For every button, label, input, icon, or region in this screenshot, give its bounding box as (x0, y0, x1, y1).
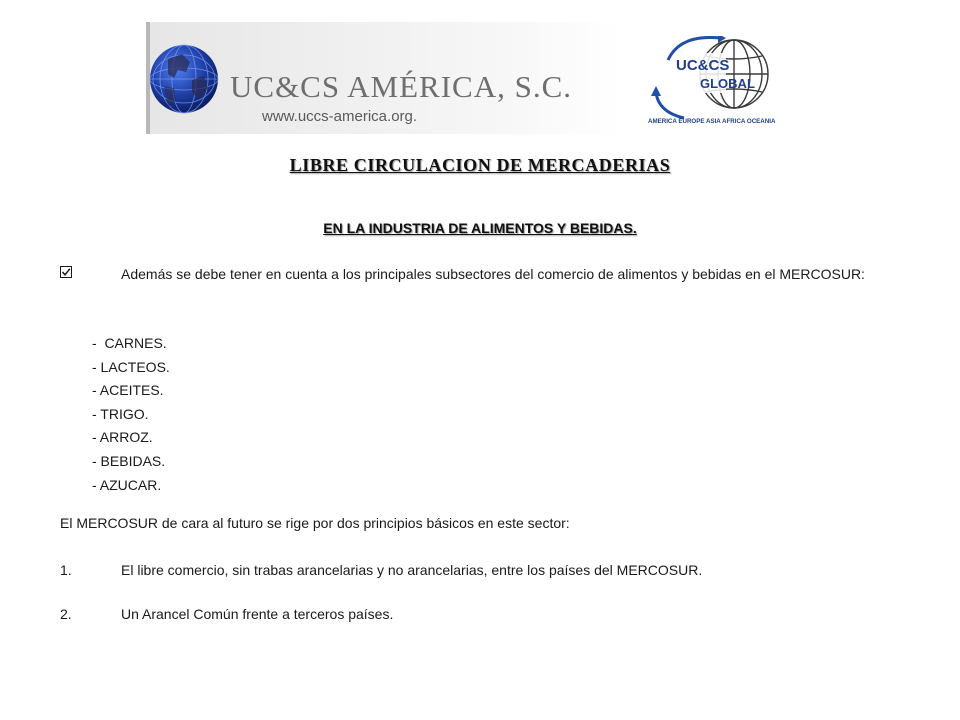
intro-paragraph: El MERCOSUR de cara al futuro se rige por dos principios básicos en este sector: (60, 515, 570, 531)
sector-list (92, 332, 170, 497)
page-subtitle: EN LA INDUSTRIA DE ALIMENTOS Y BEBIDAS. (323, 220, 637, 236)
right-logo-regions: AMERICA EUROPE ASIA AFRICA OCEANIA (648, 118, 776, 125)
left-logo-url: www.uccs-america.org. (262, 108, 418, 125)
list-item: - ARROZ. (92, 429, 153, 446)
page-title: LIBRE CIRCULACION DE MERCADERIAS (289, 155, 671, 175)
list-item: - LACTEOS. (92, 358, 170, 375)
uccs-global-logo (640, 36, 800, 128)
list-item: - BEBIDAS. (92, 452, 166, 469)
list-item: - ACEITES. (92, 382, 164, 399)
principle-text: Un Arancel Común frente a terceros países. (121, 606, 394, 622)
left-logo-name: UC&CS AMÉRICA, S.C. (230, 69, 573, 104)
checkbox-icon (60, 266, 72, 278)
right-logo-line1: UC&CS (676, 57, 730, 74)
globe-icon (150, 45, 218, 113)
right-logo-line2: GLOBAL (700, 76, 755, 91)
principle-number: 1. (60, 562, 72, 578)
uccs-america-logo (146, 22, 624, 134)
list-item: - AZUCAR. (92, 476, 162, 493)
bullet-text: Además se debe tener en cuenta a los principales subsectores del comercio de alimentos y bebidas en el MERCOSUR: (121, 266, 865, 282)
list-item: - TRIGO. (92, 405, 149, 422)
principle-text: El libre comercio, sin trabas arancelarias y no arancelarias, entre los países del MERCOSUR. (121, 562, 703, 578)
principle-number: 2. (60, 606, 72, 622)
list-item: - CARNES. (92, 335, 167, 351)
